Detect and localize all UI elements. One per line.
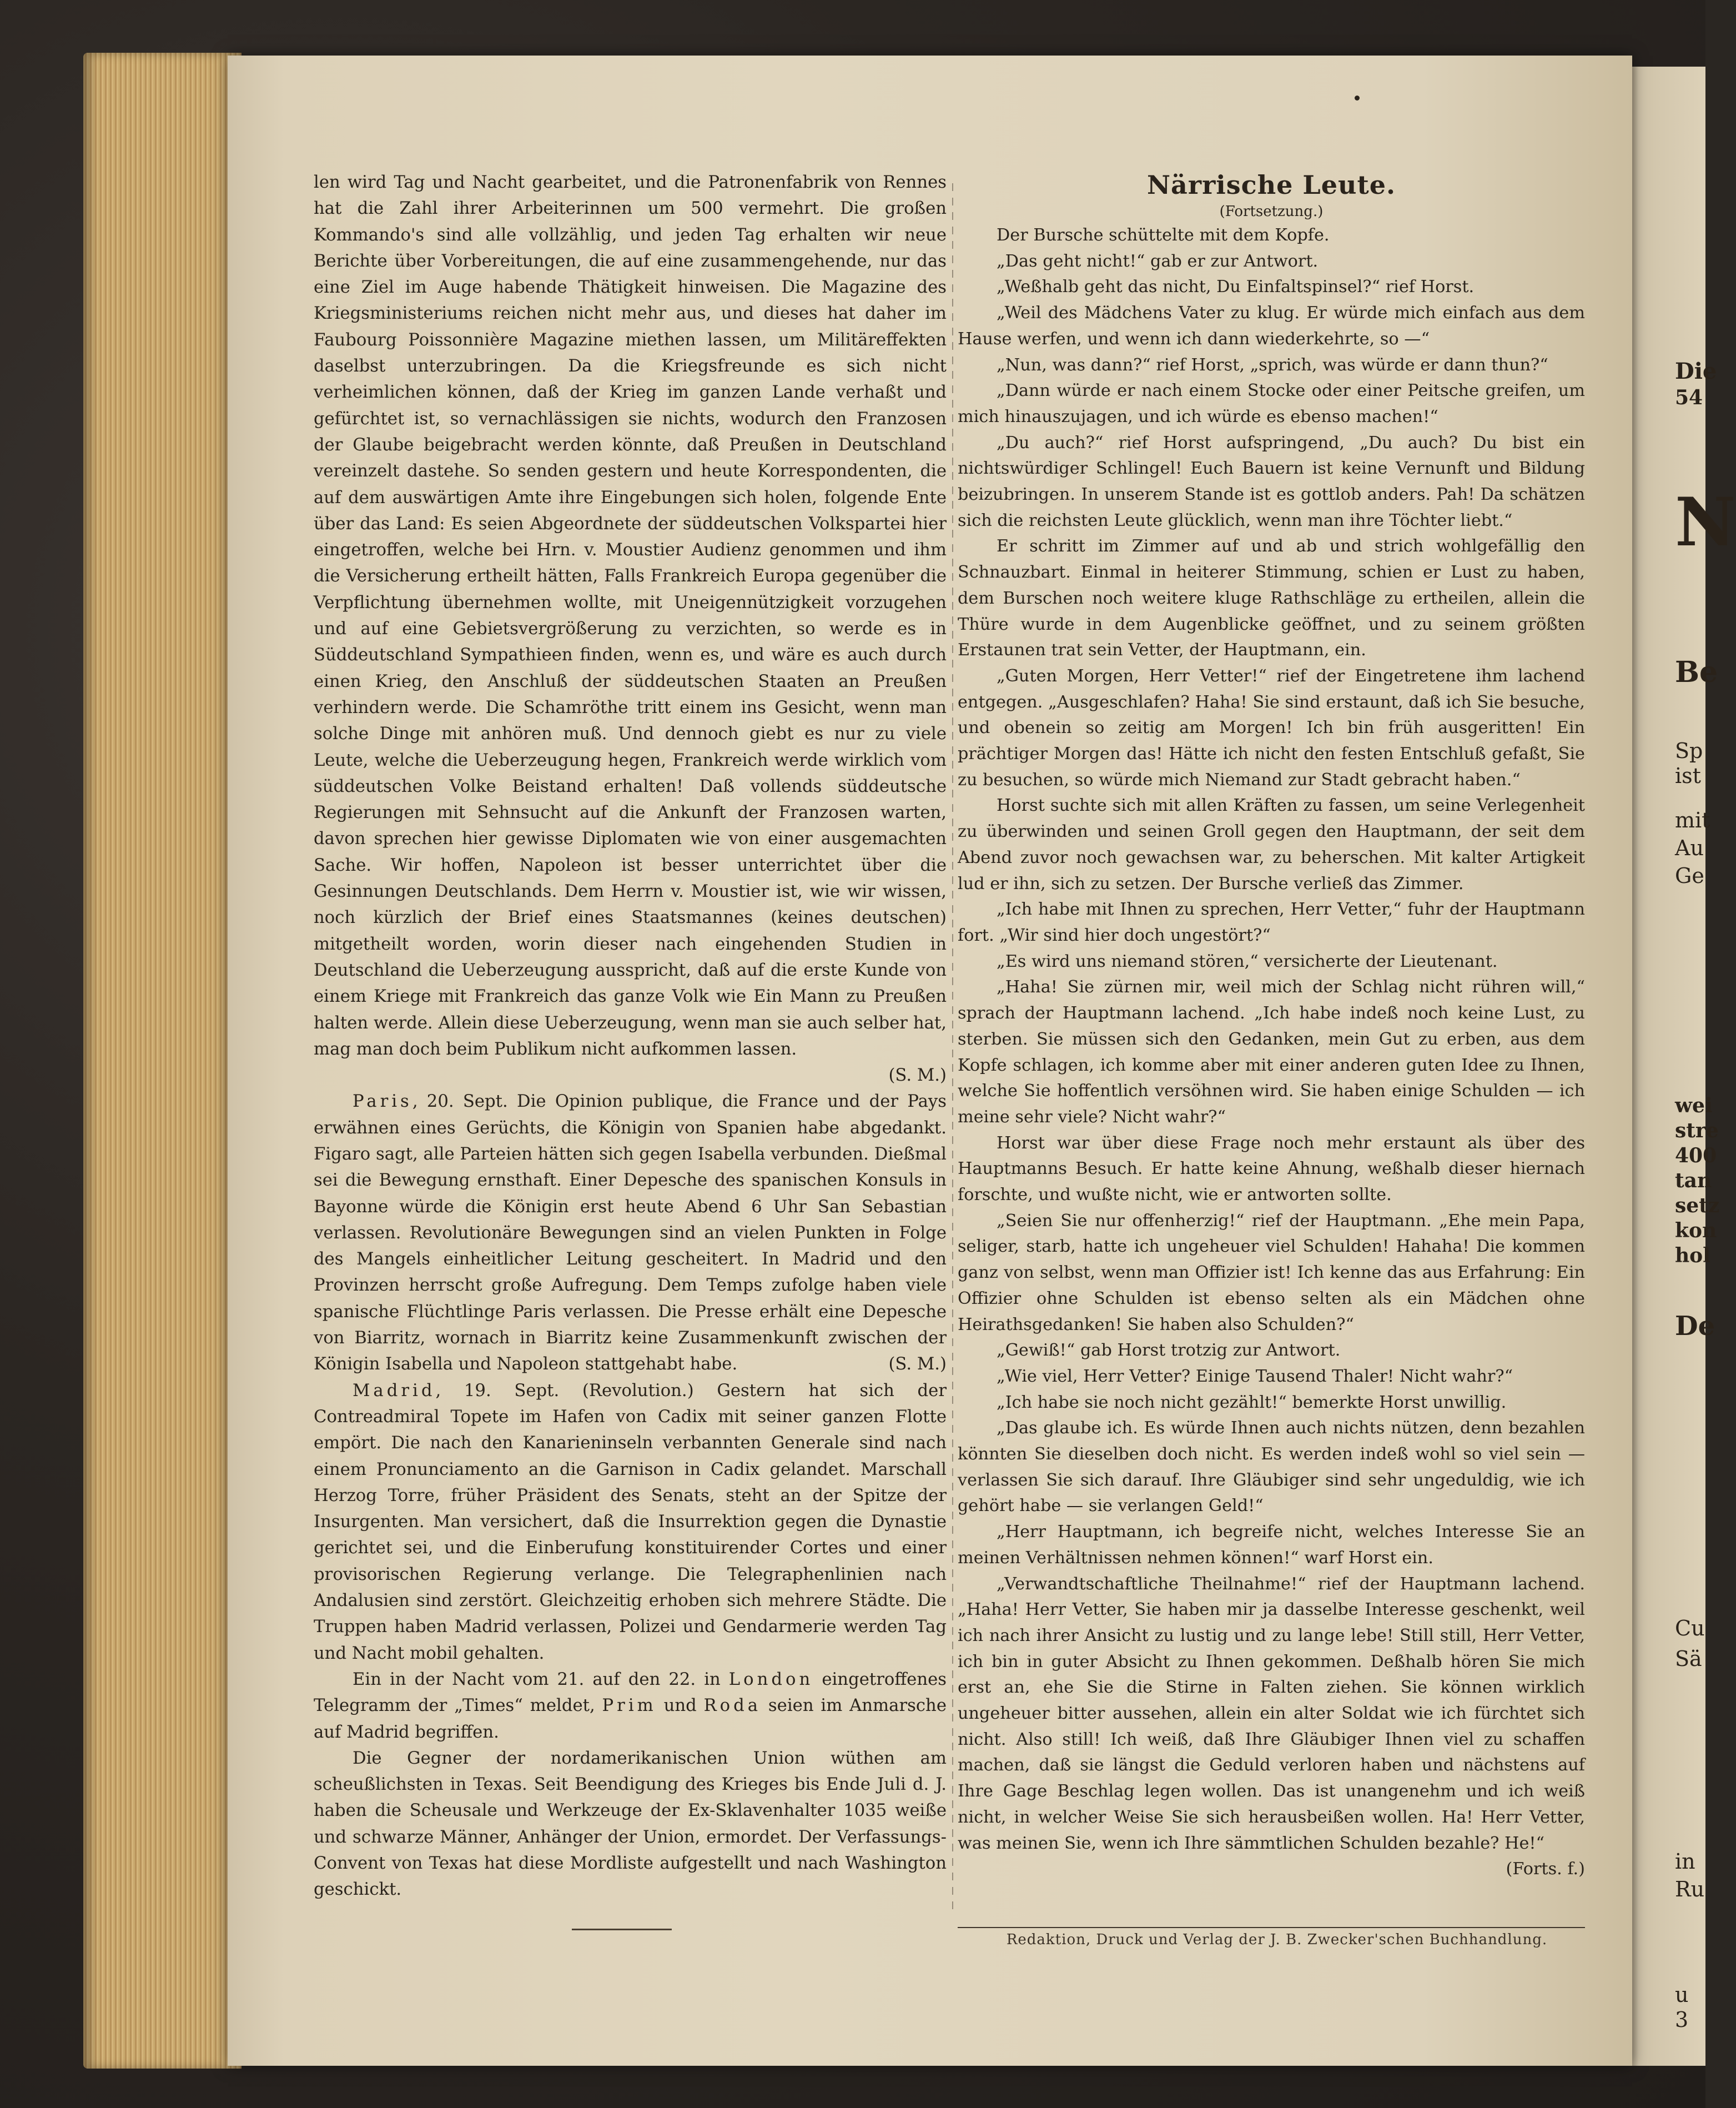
story-title: Närrische Leute.	[1146, 170, 1396, 200]
story-paragraph: Horst war über diese Frage noch mehr erstaunt als über des Hauptmanns Besuch. Er hatte keine Ahnung, weßhalb dieser hiernach forschte, und wußte nicht, wie er antworten sollte.	[958, 1133, 1585, 1205]
story-paragraph: „Dann würde er nach einem Stocke oder einer Peitsche greifen, um mich hinauszujagen, und ich würde es ebenso machen!“	[958, 381, 1585, 426]
story-text: „Verwandtschaftliche Theilnahme!“ rief der Hauptmann lachend. „Haha! Herr Vetter, Sie haben mir ja dasselbe Interesse geschenkt, weil ich nach ihrer Ansicht zu lustig und zu lange lebe! Still still, Herr Vetter, ich bin in guter Absicht zu Ihnen gekommen. Deßhalb hören Sie mich erst an, ehe Sie die Stirne in Falten ziehen. Sie können wirklich ungeheuer bitter aussehen, allein ein alter Soldat wie ich fürchtet sich nicht. Also still! Ich weiß, daß Ihre Gläubiger Ihnen viel zu schaffen machen, daß sie längst die Geduld verloren haben und nächstens auf Ihre Gage Beschlag legen wollen. Das ist unangenehm und ich weiß nicht, in welcher Weise Sie sich herausbeißen wollen. Ha! Herr Vetter, was meinen Sie, wenn ich Ihre sämmtlichen Schulden bezahle? He!“	[958, 1574, 1585, 1853]
source-signature: (S. M.)	[888, 1354, 947, 1374]
story-paragraph: „Ich habe sie noch nicht gezählt!“ bemerkte Horst unwillig.	[997, 1392, 1507, 1412]
dateline-place: London	[728, 1669, 814, 1689]
source-signature: (S. M.)	[888, 1066, 947, 1086]
next-page-fragment: Ru	[1675, 1877, 1705, 1901]
publisher-imprint: Redaktion, Druck und Verlag der J. B. Zwecker'schen Buchhandlung.	[1006, 1931, 1548, 1948]
next-page-fragment: De	[1675, 1311, 1715, 1342]
news-paragraph-madrid	[314, 1378, 947, 1667]
news-text: Ein in der Nacht vom 21. auf den 22. in	[353, 1669, 729, 1689]
next-page-fragment: tan	[1675, 1169, 1712, 1192]
next-page-fragment: Be	[1675, 655, 1718, 689]
next-page-fragment: 400	[1675, 1144, 1717, 1167]
next-page-fragment: Sä	[1675, 1647, 1702, 1671]
news-paragraph-paris-war: len wird Tag und Nacht gearbeitet, und die Patronenfabrik von Rennes hat die Zahl ihrer Arbeiterinnen um 500 vermehrt. Die großen Kommando's sind alle vollzählig, und jeden Tag erhalten wir neue Berichte über Vorbereitungen, die auf eine zusammengehende, nur das eine Ziel im Auge habende Thätigkeit hinweisen. Die Magazine des Kriegsministeriums reichen nicht mehr aus, und dieses hat daher im Faubourg Poissonnière Magazine miethen lassen, um Militäreffekten daselbst unterzubringen. Da die Kriegsfreunde es sich nicht verheimlichen können, daß der Krieg im ganzen Lande verhaßt und gefürchtet ist, so vernachlässigen sie nichts, wodurch den Franzosen der Glaube beigebracht werden könnte, daß Preußen in Deutschland vereinzelt dastehe. So senden gestern und heute Korrespondenten, die auf dem auswärtigen Amte ihre Eingebungen sich holen, folgende Ente über das Land: Es seien Abgeordnete der süddeutschen Volkspartei hier eingetroffen, welche bei Hrn. v. Moustier Audienz genommen und ihm die Versicherung ertheilt hätten, Falls Frankreich Europa gegenüber die Verpflichtung übernehmen wollte, mit Uneigennützigkeit vorzugehen und auf eine Gebietsvergrößerung zu verzichten, so werde es in Süddeutschland Sympathieen finden, wenn es, und wäre es auch durch einen Krieg, den Anschluß der süddeutschen Staaten an Preußen verhindern werde. Die Schamröthe tritt einem ins Gesicht, wenn man solche Dinge mit anhören muß. Und dennoch giebt es nur zu viele Leute, welche die Ueberzeugung hegen, Frankreich werde wirklich vom süddeutschen Volke Beistand erhalten! Daß vollends süddeutsche Regierungen mit Sehnsucht auf die Ankunft der Franzosen warten, davon sprechen hier gewisse Diplomaten wie von einer ausgemachten Sache. Wir hoffen, Napoleon ist besser unterrichtet über die Gesinnungen Deutschlands. Dem Herrn v. Moustier ist, wie wir wissen, noch kürzlich der Brief eines Staatsmannes (keines deutschen) mitgetheilt worden, worin dieser nach eingehenden Studien in Deutschland die Ueberzeugung ausspricht, daß auf die erste Kunde von einem Kriege mit Frankreich das ganze Volk wie Ein Mann zu Preußen halten werde. Allein diese Ueberzeugung, wenn man sie auch selber hat, mag man doch beim Publikum nicht aufkommen lassen.	[314, 173, 947, 1059]
story-paragraph: „Gewiß!“ gab Horst trotzig zur Antwort.	[997, 1341, 1341, 1361]
next-page-fragment: Cu	[1675, 1616, 1705, 1640]
dateline-place: Madrid	[353, 1381, 436, 1401]
next-page-fragment: Sp	[1675, 739, 1703, 763]
next-page-fragment: 54	[1675, 386, 1703, 409]
story-paragraph: „Ich habe mit Ihnen zu sprechen, Herr Vetter,“ fuhr der Hauptmann fort. „Wir sind hier doch ungestört?“	[958, 900, 1585, 945]
person-name: Roda	[703, 1696, 762, 1716]
story-paragraph: Der Bursche schüttelte mit dem Kopfe.	[997, 225, 1330, 245]
story-paragraph	[958, 1572, 1585, 1879]
story-paragraph: „Wie viel, Herr Vetter? Einige Tausend Thaler! Nicht wahr?“	[997, 1366, 1513, 1386]
story-paragraph: „Weil des Mädchens Vater zu klug. Er würde mich einfach aus dem Hause werfen, und wenn ich dann wiederkehrte, so —“	[958, 303, 1585, 349]
news-text: und	[656, 1696, 704, 1716]
next-page-fragment: wei	[1675, 1094, 1713, 1117]
adjacent-page	[1624, 67, 1736, 2066]
story-paragraph: Er schritt im Zimmer auf und ab und strich wohlgefällig den Schnauzbart. Einmal in heiterer Stimmung, schien er Lust zu haben, dem Burschen noch weitere kluge Rathschläge zu ertheilen, allein die Thüre wurde in dem Augenblicke geöffnet, und zu seinem größten Erstaunen trat sein Vetter, der Hauptmann, ein.	[958, 536, 1585, 660]
next-page-fragment: ist	[1675, 764, 1701, 788]
story-subtitle: (Fortsetzung.)	[1219, 203, 1324, 220]
story-paragraph: „Seien Sie nur offenherzig!“ rief der Hauptmann. „Ehe mein Papa, seliger, starb, hatte ich ungeheuer viel Schulden! Hahaha! Die kommen ganz von selbst, wenn man Offizier ist! Ich kenne das aus Erfahrung: Ein Offizier ohne Schulden ist ebenso selten als ein Mädchen ohne Heirathsgedanken! Sie haben also Schulden?“	[958, 1211, 1585, 1334]
story-paragraph: „Haha! Sie zürnen mir, weil mich der Schlag nicht rühren will,“ sprach der Hauptmann lachend. „Ich habe indeß noch keine Lust, zu sterben. Sie müssen sich den Gedanken, mein Gut zu erben, aus dem Kopfe schlagen, ich komme aber mit einer anderen guten Idee zu Ihnen, welche Sie hoffentlich versöhnen wird. Sie haben einige Schulden — ich meine sehr viele? Nicht wahr?“	[958, 977, 1585, 1127]
next-page-fragment: Au	[1675, 836, 1704, 860]
next-page-fragment: in	[1675, 1849, 1695, 1874]
next-page-fragment: stre	[1675, 1119, 1719, 1142]
next-page-fragment: u	[1675, 1982, 1689, 2007]
story-paragraph: „Das geht nicht!“ gab er zur Antwort.	[997, 251, 1319, 271]
story-paragraph: „Nun, was dann?“ rief Horst, „sprich, was würde er dann thun?“	[997, 355, 1548, 375]
story-paragraph: „Weßhalb geht das nicht, Du Einfaltspinsel?“ rief Horst.	[997, 277, 1475, 297]
next-page-fragment: setz	[1675, 1194, 1720, 1217]
next-page-fragment: hol	[1675, 1244, 1710, 1267]
next-page-fragment: mit	[1675, 808, 1710, 832]
person-name: Prim	[602, 1696, 657, 1716]
dateline-place: Paris	[353, 1092, 412, 1112]
page-edge-stack	[83, 53, 241, 2069]
story-paragraph: „Herr Hauptmann, ich begreife nicht, welches Interesse Sie an meinen Verhältnissen nehmen können!“ warf Horst ein.	[958, 1522, 1585, 1568]
news-paragraph-paris	[314, 1088, 947, 1377]
news-paragraph-london	[314, 1667, 947, 1745]
news-signature	[314, 1062, 947, 1088]
news-paragraph-texas: Die Gegner der nordamerikanischen Union wüthen am scheußlichsten in Texas. Seit Beendigung des Krieges bis Ende Juli d. J. haben die Scheusale und Werkzeuge der Ex-Sklavenhalter 1035 weiße und schwarze Männer, Anhänger der Union, ermordet. Der Verfassungs-Convent von Texas hat diese Mordliste aufgestellt und nach Washington geschickt.	[314, 1748, 947, 1900]
story-paragraph: Horst suchte sich mit allen Kräften zu fassen, um seine Verlegenheit zu überwinden und seinen Groll gegen den Hauptmann, der seit dem Abend zuvor noch gewachsen war, zu beherschen. Mit kalter Artigkeit lud er ihn, sich zu setzen. Der Bursche verließ das Zimmer.	[958, 796, 1585, 894]
printer-dot	[1355, 96, 1360, 101]
news-text: eingetroffenes Telegramm der „Times“ meldet,	[314, 1669, 947, 1716]
story-paragraph: „Guten Morgen, Herr Vetter!“ rief der Eingetretene ihm lachend entgegen. „Ausgeschlafen? Haha! Sie sind erstaunt, daß ich Sie besuche, und obenein so zeitig am Morgen! Ich bin früh ausgeritten! Ein prächtiger Morgen das! Hätte ich nicht den festen Entschluß gefaßt, Sie zu besuchen, so würde mich Niemand zur Stadt gebracht haben.“	[958, 666, 1585, 790]
news-text: seien im Anmarsche auf Madrid begriffen.	[314, 1696, 947, 1742]
imprint-rule	[958, 1927, 1585, 1928]
next-page-fragment: Die	[1675, 358, 1717, 384]
story-paragraph: „Das glaube ich. Es würde Ihnen auch nichts nützen, denn bezahlen könnten Sie dieselben doch nicht. Es werden indeß wohl so viel sein — verlassen Sie sich darauf. Ihre Gläubiger sind sehr ungeduldig, wie ich gehört habe — sie verlangen Geld!“	[958, 1418, 1585, 1516]
next-page-fragment: kon	[1675, 1219, 1717, 1242]
story-paragraph: „Du auch?“ rief Horst aufspringend, „Du auch? Du bist ein nichtswürdiger Schlingel! Euch Bauern ist keine Vernunft und Bildung beizubringen. In unserem Stande ist es gottlob anders. Pah! Da schätzen sich die reichsten Leute glücklich, wenn man ihre Töchter liebt.“	[958, 433, 1585, 530]
section-end-rule	[572, 1929, 672, 1930]
next-page-fragment: Ge	[1675, 864, 1704, 888]
next-page-fragment: 3	[1675, 2007, 1689, 2032]
story-paragraph: „Es wird uns niemand stören,“ versicherte der Lieutenant.	[997, 951, 1498, 971]
news-text: , 19. Sept. (Revolution.) Gestern hat sich der Contreadmiral Topete im Hafen von Cadix mit seiner ganzen Flotte empört. Die nach den Kanarieninseln verbannten Generale sind nach einem Pronunciamento an die Garnison in Cadix gelandet. Marschall Herzog Torre, früher Präsident des Senats, steht an der Spitze der Insurgenten. Man versichert, daß die Insurrektion gegen die Dynastie gerichtet sei, und die Einberufung konstituirender Cortes und einer provisorischen Regierung verlange. Die Telegraphenlinien nach Andalusien sind zerstört. Gleichzeitig erhoben sich mehrere Städte. Die Truppen haben Madrid verlassen, Polizei und Gendarmerie werden Tag und Nacht mobil gehalten.	[314, 1381, 947, 1663]
column-divider	[952, 183, 953, 1910]
story-column	[958, 169, 1585, 1883]
news-column	[314, 169, 947, 1903]
next-page-fragment: N	[1675, 483, 1736, 561]
news-text: , 20. Sept. Die Opinion publique, die France und der Pays erwähnen eines Gerüchts, die Königin von Spanien habe abgedankt. Figaro sagt, alle Parteien hätten sich gegen Isabella verbunden. Dießmal sei die Bewegung ernsthaft. Einer Depesche des spanischen Konsuls in Bayonne würde die Königin erst heute Abend 6 Uhr San Sebastian verlassen. Revolutionäre Bewegungen sind an vielen Punkten in Folge des Mangels einheitlicher Leitung gescheitert. In Madrid und den Provinzen herrscht große Aufregung. Dem Temps zufolge haben viele spanische Flüchtlinge Paris verlassen. Die Presse erhält eine Depesche von Biarritz, wornach in Biarritz keine Zusammenkunft zwischen der Königin Isabella und Napoleon stattgehabt habe.	[314, 1092, 947, 1374]
continuation-note: (Forts. f.)	[1506, 1859, 1585, 1879]
